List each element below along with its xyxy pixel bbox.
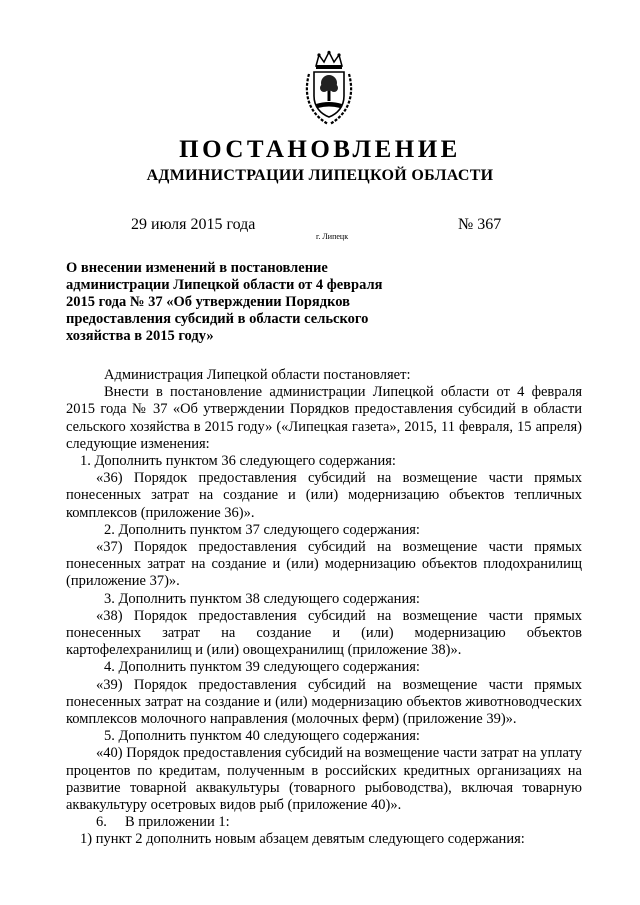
- body-paragraph: 4. Дополнить пунктом 39 следующего содержания:: [104, 659, 420, 676]
- body-paragraph: «40) Порядок предоставления субсидий на возмещение части затрат на уплату процентов по кредитам, полученным в российских кредитных организациях на развитие товарной аквакультуры (товарного рыбоводства), включая товарную аквакультуру осетровых видов рыб (приложение 40)».: [66, 745, 582, 814]
- body-paragraph: «38) Порядок предоставления субсидий на возмещение части прямых понесенных затрат на создание и (или) модернизацию объектов картофелехранилищ и (или) овощехранилищ (приложение 38)».: [66, 607, 582, 659]
- body-paragraph: 3. Дополнить пунктом 38 следующего содержания:: [104, 590, 420, 607]
- body-paragraph: «37) Порядок предоставления субсидий на возмещение части прямых понесенных затрат на создание и (или) модернизацию объектов плодохранилищ (приложение 37)».: [66, 539, 582, 590]
- document-title: ПОСТАНОВЛЕНИЕ: [179, 136, 461, 163]
- body-paragraph: Администрация Липецкой области постановляет:: [104, 367, 411, 383]
- body-paragraph: «39) Порядок предоставления субсидий на возмещение части прямых понесенных затрат на создание и (или) модернизацию объектов животноводческих комплексов молочного направления (молочных ферм) (приложение 39)».: [66, 676, 582, 728]
- body-paragraph: 5. Дополнить пунктом 40 следующего содержания:: [104, 728, 420, 745]
- document-date: 29 июля 2015 года: [131, 216, 256, 233]
- document-issuer: АДМИНИСТРАЦИИ ЛИПЕЦКОЙ ОБЛАСТИ: [146, 167, 494, 184]
- document-number: № 367: [458, 216, 502, 233]
- body-paragraph: 1. Дополнить пунктом 36 следующего содержания:: [80, 453, 396, 470]
- body-paragraph: Внести в постановление администрации Липецкой области от 4 февраля 2015 года № 37 «Об утверждении Порядков предоставления субсидий в области сельского хозяйства в 2015 году» («Липецкая газета», 2015, 11 февраля, 15 апреля) следующие изменения:: [66, 384, 582, 452]
- document-city: г. Липецк: [316, 232, 349, 241]
- document-body: [66, 367, 582, 849]
- coat-of-arms-emblem: [302, 50, 356, 126]
- document-subject: О внесении изменений в постановление администрации Липецкой области от 4 февраля 2015 года № 37 «Об утверждении Порядков предоставления субсидий в области сельского хозяйства в 2015 году»: [66, 260, 383, 344]
- body-paragraph: «36) Порядок предоставления субсидий на возмещение части прямых понесенных затрат на создание и (или) модернизацию объектов тепличных комплексов (приложение 36)».: [66, 470, 582, 521]
- coat-of-arms-icon: [302, 50, 356, 126]
- body-paragraph: 1) пункт 2 дополнить новым абзацем девятым следующего содержания:: [80, 831, 525, 848]
- body-paragraph: 6. В приложении 1:: [96, 814, 230, 831]
- body-paragraph: 2. Дополнить пунктом 37 следующего содержания:: [104, 521, 420, 538]
